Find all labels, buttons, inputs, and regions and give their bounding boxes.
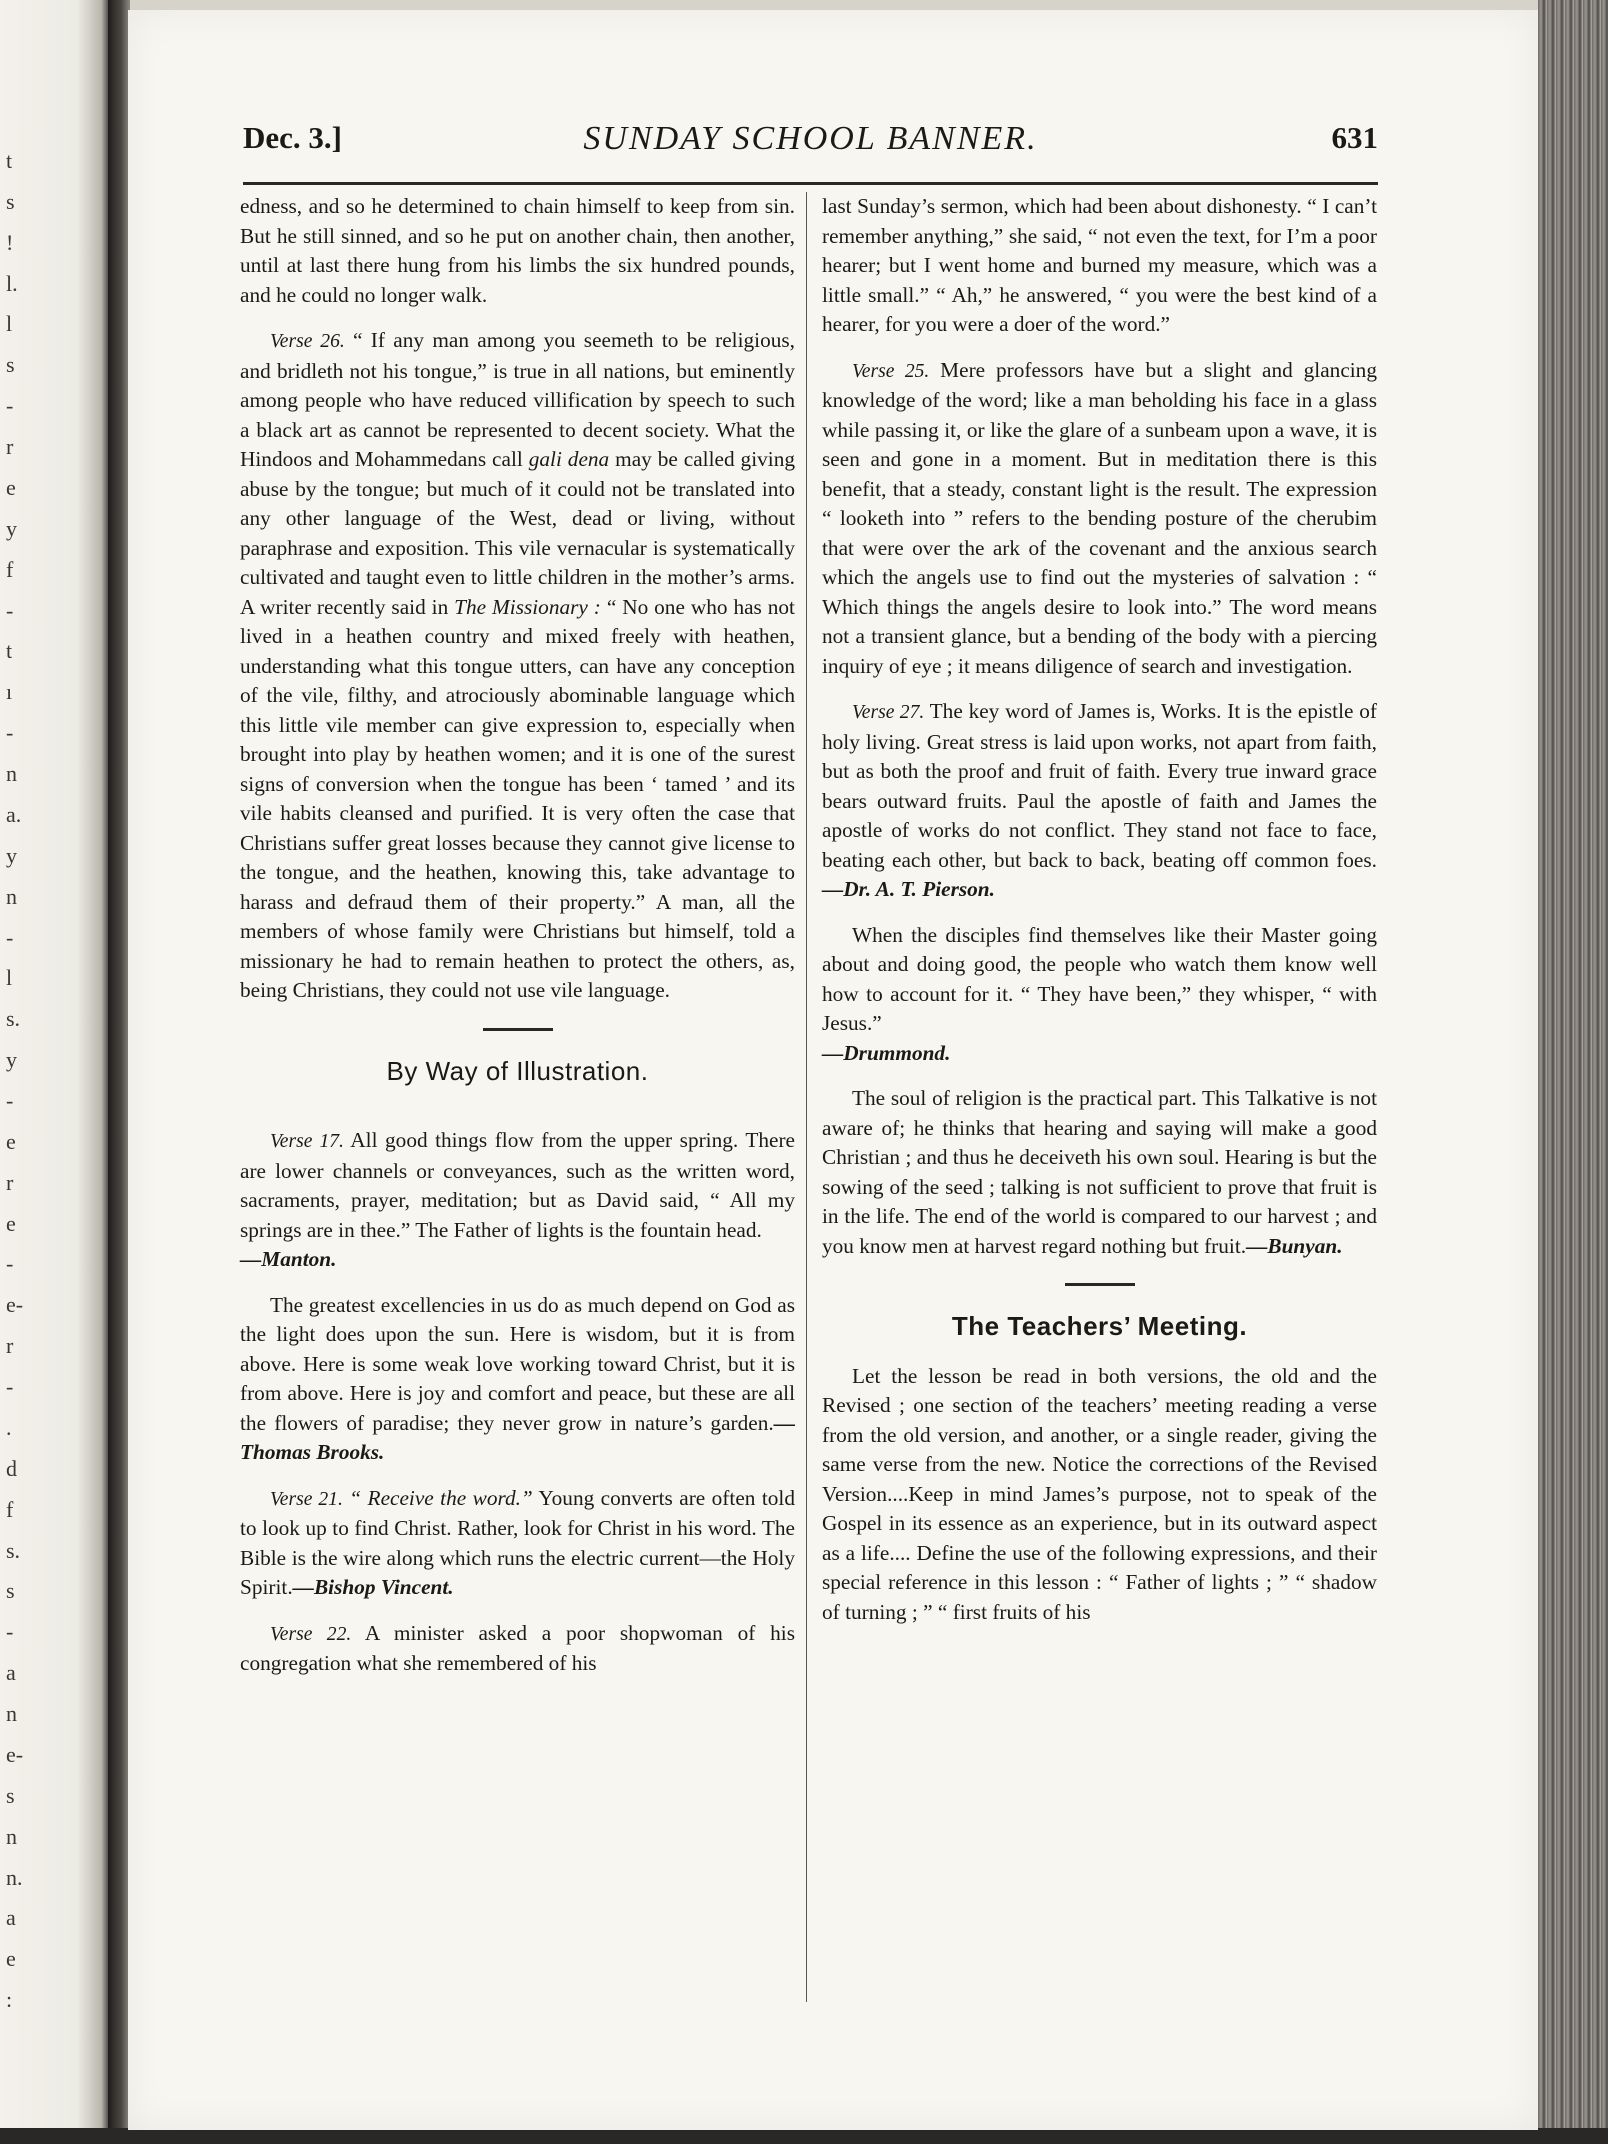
paragraph <box>822 1362 1377 1628</box>
attribution: —Drummond. <box>822 1040 951 1065</box>
margin-fragment: - <box>6 1619 14 1644</box>
margin-fragment: d <box>6 1456 17 1481</box>
page-header <box>243 120 1378 185</box>
margin-fragment: y <box>6 516 17 541</box>
margin-fragment: - <box>6 1374 14 1399</box>
margin-fragment: s <box>6 189 15 214</box>
paragraph-text: The soul of religion is the practical part. This Talkative is not aware of; he thinks that hearing and saying will make a good Christian ; and thus he deceiveth his own soul. Hearing is but the sowing of the seed ; talking is not sufficient to prove that fruit is in the life. The end of the world is compared to our harvest ; and you know men at harvest regard nothing but fruit. <box>822 1086 1377 1258</box>
margin-fragment: e- <box>6 1292 24 1317</box>
page-stack-edge <box>1538 0 1608 2144</box>
italic-term: gali dena <box>528 447 610 471</box>
margin-fragment: r <box>6 434 14 459</box>
margin-fragment: - <box>6 393 14 418</box>
paragraph-text: When the disciples find themselves like their Master going about and doing good, the people who watch them know well how to account for it. “ They have been,” they whisper, “ with Jesus.” <box>822 922 1377 1035</box>
margin-fragment: s. <box>6 1006 21 1031</box>
quoted-title: “ Receive the word.” <box>342 1485 533 1510</box>
paragraph-text: “ If any man among you seemeth to be religious, and bridleth not his tongue,” is true in all nations, but eminently among people who have reduced villification by speech to such a black art as cannot be represented to decent society. What the Hindoos and Mohammedans call <box>240 328 795 471</box>
paragraph-text: edness, and so he determined to chain himself to keep from sin. But he still sinned, and so he put on another chain, then another, until at last there hung from his limbs the six hundred pounds, and he could no longer walk. <box>240 194 795 307</box>
margin-fragment: e <box>6 1129 16 1154</box>
margin-fragment: e <box>6 475 16 500</box>
paragraph <box>822 921 1377 1069</box>
margin-fragment: n <box>6 1824 17 1849</box>
margin-fragment: y <box>6 1047 17 1072</box>
margin-fragment: n <box>6 884 17 909</box>
attribution: —Bishop Vincent. <box>292 1575 454 1599</box>
margin-fragment: n <box>6 761 17 786</box>
margin-fragment: l. <box>6 271 18 296</box>
verse-label: Verse 17. <box>270 1131 344 1152</box>
paragraph <box>822 697 1377 905</box>
margin-fragment: - <box>6 1088 14 1113</box>
column-divider <box>806 192 807 2002</box>
attribution: —Thomas Brooks. <box>240 1410 795 1464</box>
verse-label: Verse 27. <box>852 702 925 723</box>
section-heading: The Teachers’ Meeting. <box>951 1311 1248 1341</box>
margin-fragment: a. <box>6 802 22 827</box>
margin-fragment: r <box>6 1333 14 1358</box>
section-heading: By Way of Illustration. <box>386 1055 649 1086</box>
left-column <box>240 192 795 1695</box>
publication-title: The Missionary : <box>454 594 601 619</box>
margin-fragment: l <box>6 965 13 990</box>
paragraph <box>822 356 1377 682</box>
margin-fragment: s. <box>6 1538 21 1563</box>
paragraph-text: last Sunday’s sermon, which had been about dishonesty. “ I can’t remember anything,” she said, “ not even the text, for I’m a poor hearer; but I went home and burned my measure, which was a little small.” “ Ah,” he answered, “ you were the best kind of a hearer, for you were a doer of the word.” <box>822 194 1377 336</box>
margin-fragment: e <box>6 1211 16 1236</box>
paragraph <box>822 192 1377 340</box>
bottom-edge <box>0 2128 1608 2144</box>
margin-fragment: l <box>6 311 13 336</box>
paragraph-text: The key word of James is, Works. It is the epistle of holy living. Great stress is laid upon works, not apart from faith, but as both the proof and fruit of faith. Every true inward grace bears outward fruits. Paul the apostle of faith and James the apostle of works do not conflict. They stand not face to face, beating each other, but back to back, beating off common foes. <box>822 699 1377 872</box>
margin-fragment: - <box>6 925 14 950</box>
margin-fragment: ı <box>6 679 13 704</box>
paragraph-text: “ No one who has not lived in a heathen country and mixed freely with heathen, understanding what this tongue utters, can have any conception of the vile, filthy, and atrociously abominable language which this little vile member can give expression to, especially when brought into play by heathen women; and it is one of the surest signs of conversion when the tongue has been ‘ tamed ’ and its vile habits cleansed and purified. It is very often the case that Christians suffer great losses because they cannot give license to the tongue, and the heathen, knowing this, take advantage to harass and defraud them of their property.” A man, all the members of whose family were Christians but himself, told a missionary he had to remain heathen to protect the others, as, being Christians, they could not use vile language. <box>240 594 795 1002</box>
margin-fragment: s <box>6 352 15 377</box>
header-date: Dec. 3.] <box>243 120 342 155</box>
verse-label: Verse 26. <box>270 331 345 352</box>
margin-fragment: t <box>6 638 13 663</box>
paragraph <box>240 1619 795 1679</box>
paragraph <box>240 192 795 310</box>
paragraph-text: Mere professors have but a slight and glancing knowledge of the word; like a man beholding his face in a glass while passing it, or like the glare of a sunbeam upon a wave, it is seen and gone in a moment. But in meditation there is this benefit, that a steady, constant light is the result. The expression “ looketh into ” refers to the bending posture of the cherubim that were over the ark of the covenant and the anxious search which the angels use to find out the mysteries of salvation : “ Which things the angels desire to look into.” The word means not a transient glance, but a bending of the body with a piercing inquiry of eye ; it means diligence of search and investigation. <box>822 357 1377 678</box>
margin-fragment: - <box>6 720 14 745</box>
verse-label: Verse 25. <box>852 360 930 382</box>
margin-fragment: : <box>6 1987 13 2012</box>
attribution: —Dr. A. T. Pierson. <box>822 877 995 901</box>
previous-page-margin <box>0 0 110 2144</box>
margin-fragment: a <box>6 1905 16 1930</box>
margin-fragment: e- <box>6 1742 24 1767</box>
paragraph-text: may be called giving abuse by the tongue; but much of it could not be translated into any other language of the West, dead or living, without paraphrase and exposition. This vile vernacular is systematically cultivated and taught even to little children in the mother’s arms. A writer recently said in <box>240 447 795 619</box>
attribution: —Manton. <box>240 1247 337 1271</box>
verse-label: Verse 22. <box>270 1623 352 1645</box>
margin-fragment: ! <box>6 230 14 255</box>
book-binding-shadow <box>108 0 130 2144</box>
margin-fragment: e <box>6 1946 16 1971</box>
section-rule <box>1065 1283 1135 1286</box>
paragraph <box>240 326 795 1006</box>
margin-fragment: f <box>6 557 14 582</box>
section-rule <box>483 1028 553 1031</box>
paragraph-text: A minister asked a poor shopwoman of his congregation what she remembered of his <box>240 1620 795 1675</box>
paragraph <box>822 1084 1377 1261</box>
paragraph-text: The greatest excellencies in us do as much depend on God as the light does upon the sun. Here is wisdom, but it is from above. Here is some weak love working toward Christ, but it is from above. Here is joy and comfort and peace, but these are all the flowers of paradise; they never grow in nature’s garden. <box>240 1292 795 1435</box>
margin-fragment: r <box>6 1170 14 1195</box>
paragraph <box>240 1126 795 1275</box>
margin-fragment: - <box>6 598 14 623</box>
paragraph-text: All good things flow from the upper spring. There are lower channels or conveyances, such as the written word, sacraments, prayer, meditation; but as David said, “ All my springs are in thee.” The Father of lights is the fountain head. <box>240 1128 795 1242</box>
margin-fragment: n <box>6 1701 17 1726</box>
verse-label: Verse 21. <box>270 1488 343 1510</box>
right-column <box>822 192 1377 1643</box>
margin-fragment: s <box>6 1578 15 1603</box>
margin-fragment: s <box>6 1783 15 1808</box>
margin-fragment: - <box>6 1251 14 1276</box>
margin-fragment: t <box>6 148 13 173</box>
paragraph-text: Let the lesson be read in both versions, the old and the Revised ; one section of the teachers’ meeting reading a verse from the old version, and another, or a single reader, giving the same verse from the new. Notice the corrections of the Revised Version....Keep in mind James’s purpose, not to speak of the Gospel in its essence as an experience, but in its outward aspect as a life.... Define the use of the following expressions, and their special reference in this lesson : “ Father of lights ; ” “ shadow of turning ; ” “ first fruits of his <box>822 1363 1377 1624</box>
header-title: SUNDAY SCHOOL BANNER. <box>583 120 1038 157</box>
attribution: —Bunyan. <box>1246 1233 1343 1258</box>
page-number: 631 <box>1331 120 1378 155</box>
margin-fragment: . <box>6 1415 12 1440</box>
paragraph <box>240 1484 795 1603</box>
paragraph-text: Young converts are often told to look up to find Christ. Rather, look for Christ in his word. The Bible is the wire along which runs the electric current—the Holy Spirit. <box>240 1485 795 1599</box>
margin-fragment: f <box>6 1497 14 1522</box>
margin-fragment: n. <box>6 1865 23 1890</box>
margin-fragment: y <box>6 843 17 868</box>
paragraph <box>240 1291 795 1468</box>
margin-fragment: a <box>6 1660 16 1685</box>
